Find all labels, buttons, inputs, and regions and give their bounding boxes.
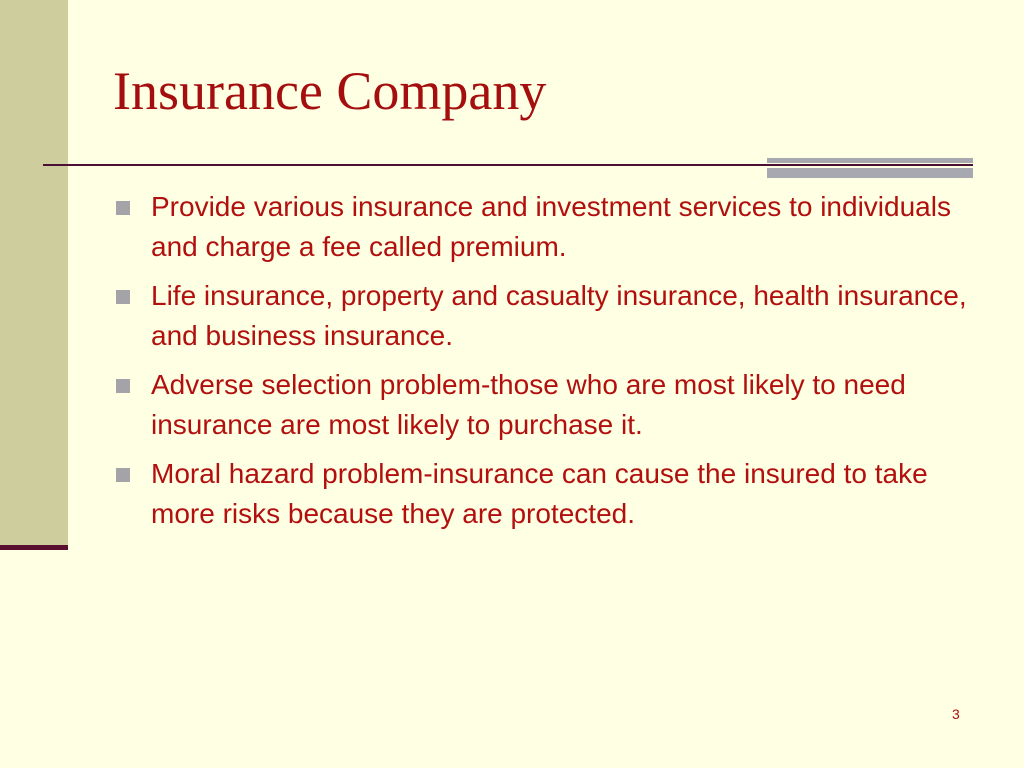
bullet-text: Adverse selection problem-those who are most likely to need insurance are most likely to purchase it. xyxy=(151,369,906,440)
bullet-item xyxy=(113,187,993,267)
page-number: 3 xyxy=(952,706,960,722)
bullet-item xyxy=(113,276,993,356)
bullet-item xyxy=(113,365,993,445)
left-decorative-band xyxy=(0,0,68,545)
left-band-rule xyxy=(0,545,68,550)
square-bullet-icon xyxy=(116,290,130,304)
bullet-list xyxy=(113,187,993,543)
title-underline-rule xyxy=(43,164,973,166)
square-bullet-icon xyxy=(116,379,130,393)
square-bullet-icon xyxy=(116,468,130,482)
bullet-text: Provide various insurance and investment services to individuals and charge a fee called premium. xyxy=(151,191,951,262)
bullet-item xyxy=(113,454,993,534)
accent-bar-bottom xyxy=(767,168,973,178)
accent-bar-top xyxy=(767,158,973,163)
slide-title: Insurance Company xyxy=(113,61,547,121)
square-bullet-icon xyxy=(116,201,130,215)
bullet-text: Life insurance, property and casualty insurance, health insurance, and business insurance. xyxy=(151,280,967,351)
bullet-text: Moral hazard problem-insurance can cause the insured to take more risks because they are protected. xyxy=(151,458,928,529)
